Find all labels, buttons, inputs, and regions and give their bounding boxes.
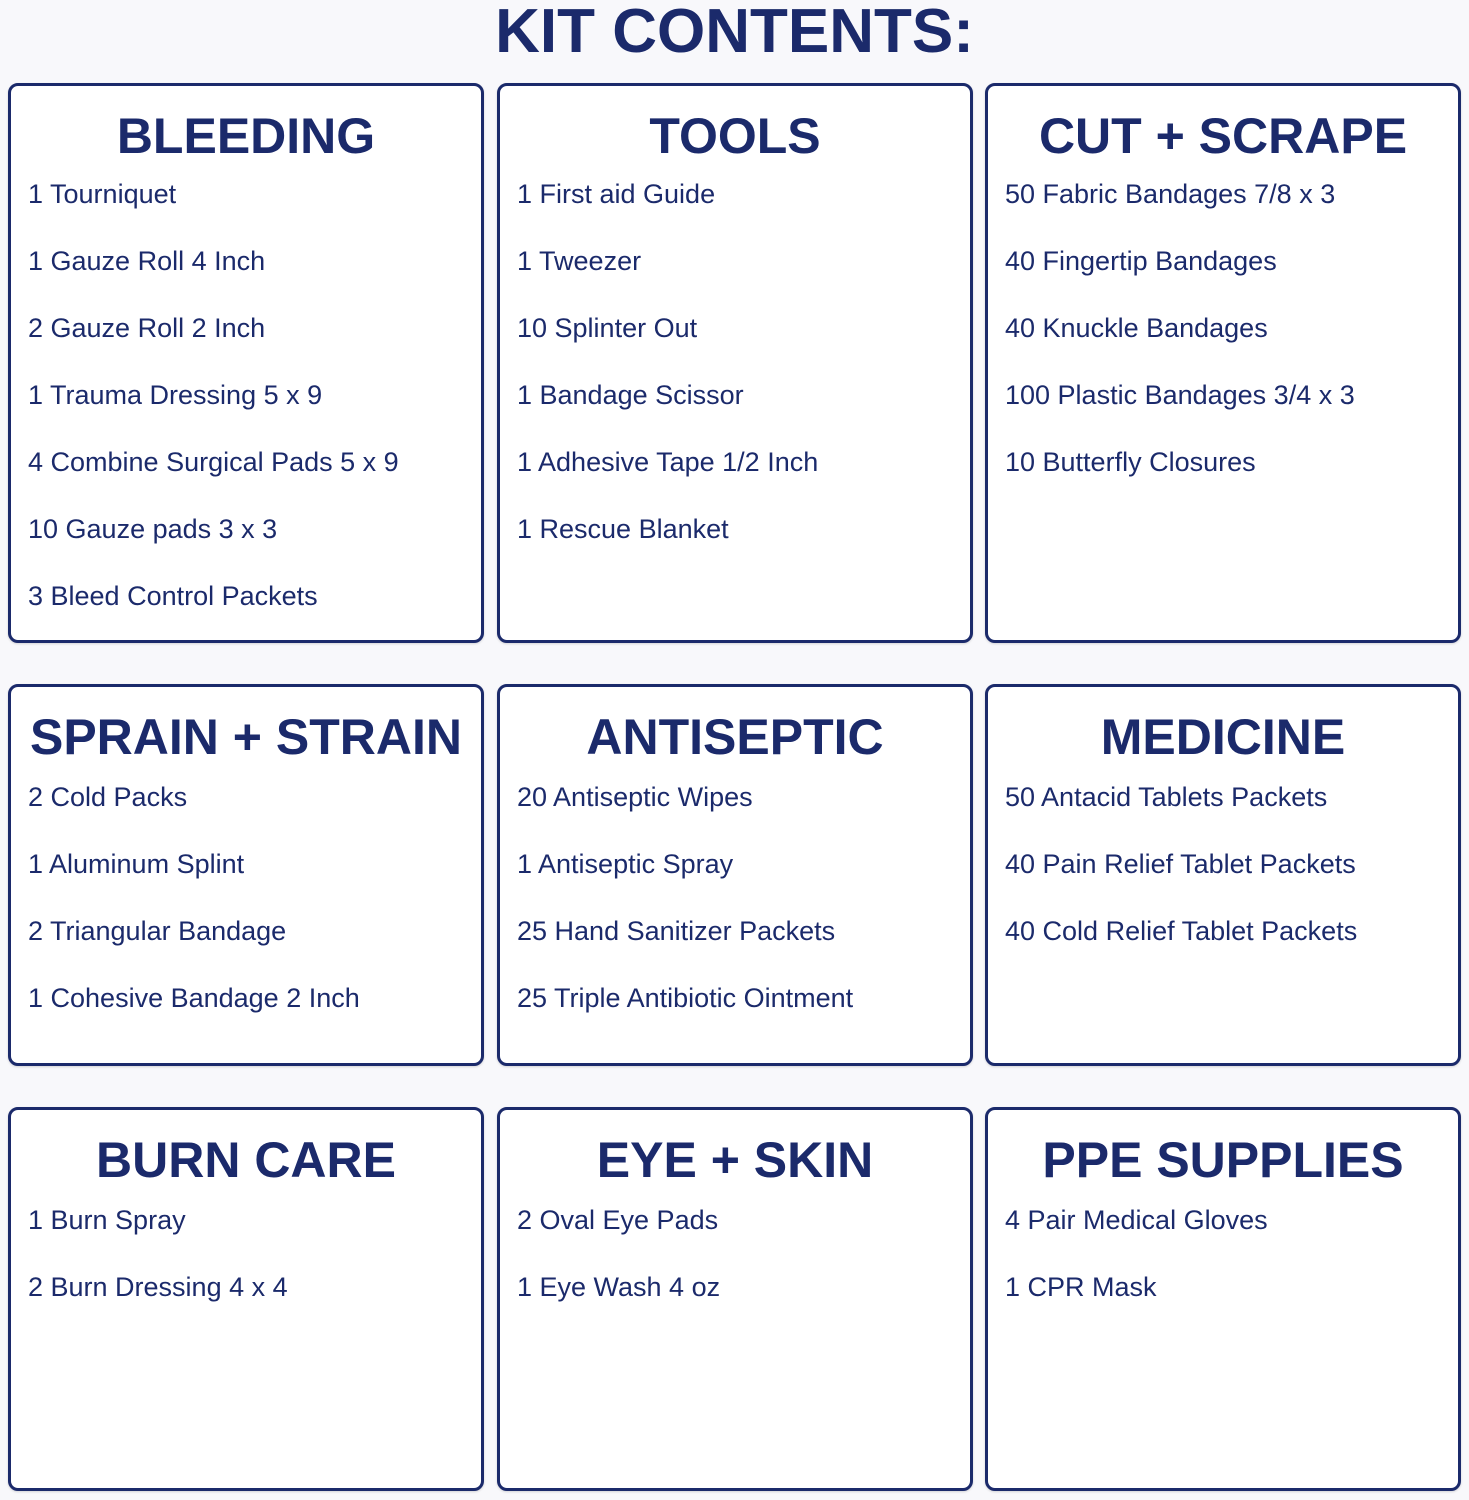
section-card-burn-care (8, 1107, 484, 1491)
list-item: 10 Butterfly Closures (1005, 447, 1256, 477)
section-card-cut-scrape (985, 83, 1461, 643)
section-title: CUT + SCRAPE (1038, 108, 1408, 164)
section-card-tools (497, 83, 973, 643)
list-item: 1 Cohesive Bandage 2 Inch (28, 983, 360, 1013)
section-card-ppe-supplies (985, 1107, 1461, 1491)
section-title: TOOLS (649, 108, 821, 164)
item-list (1005, 1205, 1450, 1339)
list-item: 2 Cold Packs (28, 782, 188, 812)
section-title: MEDICINE (1100, 709, 1346, 765)
list-item: 2 Triangular Bandage (28, 916, 287, 946)
section-card-medicine (985, 684, 1461, 1066)
list-item: 2 Oval Eye Pads (517, 1205, 719, 1235)
list-item: 1 Trauma Dressing 5 x 9 (28, 380, 323, 410)
list-item: 10 Gauze pads 3 x 3 (28, 514, 278, 544)
section-title: ANTISEPTIC (586, 709, 884, 765)
list-item: 1 Aluminum Splint (28, 849, 245, 879)
item-list (28, 1205, 473, 1339)
list-item: 3 Bleed Control Packets (28, 581, 318, 611)
list-item: 1 Antiseptic Spray (517, 849, 734, 879)
list-item: 100 Plastic Bandages 3/4 x 3 (1005, 380, 1355, 410)
list-item: 4 Pair Medical Gloves (1005, 1205, 1268, 1235)
section-card-bleeding (8, 83, 484, 643)
list-item: 25 Hand Sanitizer Packets (517, 916, 836, 946)
section-card-antiseptic (497, 684, 973, 1066)
list-item: 1 Adhesive Tape 1/2 Inch (517, 447, 819, 477)
list-item: 1 Rescue Blanket (517, 514, 729, 544)
list-item: 1 Tourniquet (28, 179, 177, 209)
list-item: 2 Burn Dressing 4 x 4 (28, 1272, 288, 1302)
list-item: 1 Tweezer (517, 246, 642, 276)
section-card-eye-skin (497, 1107, 973, 1491)
item-list (1005, 782, 1450, 983)
item-list (517, 1205, 962, 1339)
list-item: 40 Knuckle Bandages (1005, 313, 1268, 343)
list-item: 50 Antacid Tablets Packets (1005, 782, 1328, 812)
list-item: 1 Burn Spray (28, 1205, 186, 1235)
list-item: 25 Triple Antibiotic Ointment (517, 983, 854, 1013)
list-item: 50 Fabric Bandages 7/8 x 3 (1005, 179, 1336, 209)
section-title: SPRAIN + STRAIN (29, 709, 462, 765)
item-list (1005, 179, 1450, 514)
item-list (517, 179, 962, 581)
page-title: KIT CONTENTS: (495, 0, 974, 66)
section-title: BURN CARE (96, 1132, 396, 1188)
item-list (28, 179, 473, 648)
list-item: 1 First aid Guide (517, 179, 716, 209)
list-item: 10 Splinter Out (517, 313, 698, 343)
section-title: PPE SUPPLIES (1042, 1132, 1404, 1188)
section-title: BLEEDING (116, 108, 376, 164)
list-item: 1 CPR Mask (1005, 1272, 1157, 1302)
item-list (517, 782, 962, 1050)
list-item: 1 Eye Wash 4 oz (517, 1272, 721, 1302)
list-item: 40 Fingertip Bandages (1005, 246, 1277, 276)
item-list (28, 782, 473, 1050)
list-item: 2 Gauze Roll 2 Inch (28, 313, 266, 343)
section-title: EYE + SKIN (596, 1132, 874, 1188)
list-item: 40 Cold Relief Tablet Packets (1005, 916, 1358, 946)
section-card-sprain-strain (8, 684, 484, 1066)
list-item: 1 Bandage Scissor (517, 380, 744, 410)
list-item: 1 Gauze Roll 4 Inch (28, 246, 266, 276)
list-item: 40 Pain Relief Tablet Packets (1005, 849, 1356, 879)
list-item: 20 Antiseptic Wipes (517, 782, 753, 812)
list-item: 4 Combine Surgical Pads 5 x 9 (28, 447, 399, 477)
